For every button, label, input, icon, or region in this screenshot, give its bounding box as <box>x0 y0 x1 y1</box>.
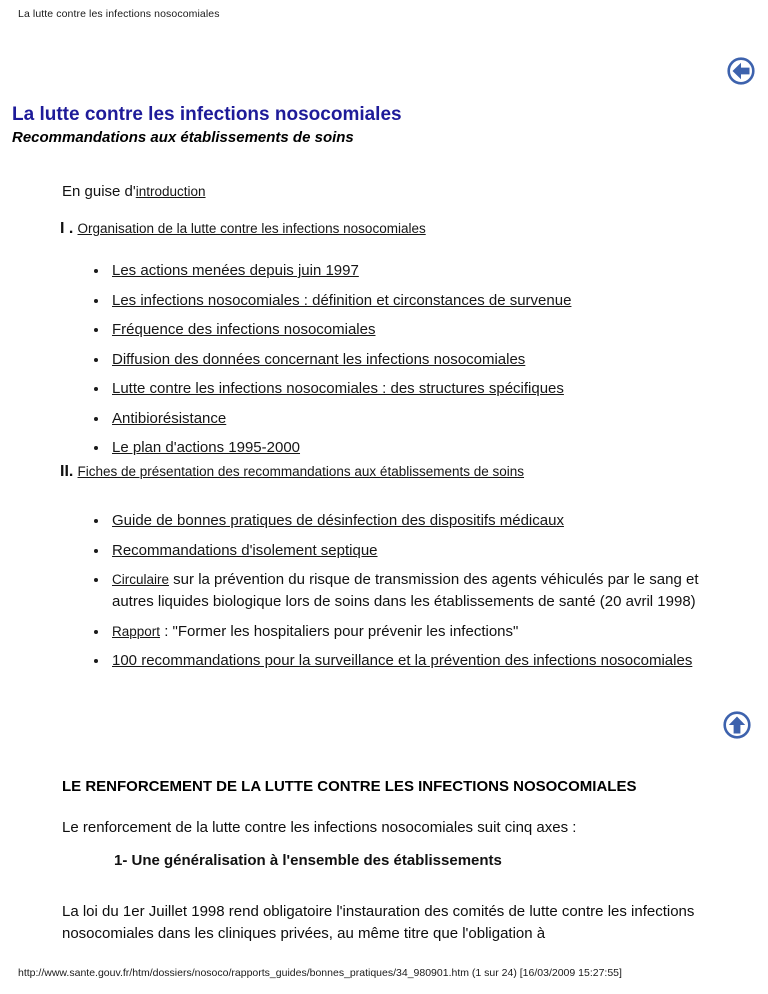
section-1-list <box>92 260 708 467</box>
bullet-dot-icon <box>94 299 98 303</box>
list-item <box>92 510 708 532</box>
reinforcement-heading: LE RENFORCEMENT DE LA LUTTE CONTRE LES INFECTIONS NOSOCOMIALES <box>62 778 637 795</box>
list-item-text: : "Former les hospitaliers pour prévenir les infections" <box>160 622 519 640</box>
bullet-dot-icon <box>94 446 98 450</box>
inline-link[interactable]: Les actions menées depuis juin 1997 <box>112 262 359 279</box>
bullet-dot-icon <box>94 578 98 582</box>
bullet-dot-icon <box>94 630 98 634</box>
section-2-list <box>92 510 708 680</box>
bullet-dot-icon <box>94 417 98 421</box>
inline-link[interactable]: 100 recommandations pour la surveillance et la prévention des infections nosocomiales <box>112 652 693 669</box>
print-footer-url: http://www.sante.gouv.fr/htm/dossiers/nosoco/rapports_guides/bonnes_pratiques/34_980901.htm (1 sur 24) [16/03/2009 15:27:55] <box>18 967 622 979</box>
inline-link[interactable]: Circulaire <box>112 572 170 587</box>
bullet-dot-icon <box>94 387 98 391</box>
list-item <box>92 349 708 371</box>
print-header: La lutte contre les infections nosocomiales <box>18 8 220 20</box>
intro-link[interactable]: introduction <box>135 184 206 199</box>
section-2-link[interactable]: Fiches de présentation des recommandations aux établissements de soins <box>77 464 525 479</box>
section-1-link[interactable]: Organisation de la lutte contre les infections nosocomiales <box>77 221 426 236</box>
bullet-dot-icon <box>94 659 98 663</box>
inline-link[interactable]: Fréquence des infections nosocomiales <box>112 321 376 338</box>
inline-link[interactable]: Guide de bonnes pratiques de désinfection des dispositifs médicaux <box>112 512 564 529</box>
section-2-heading <box>60 463 524 481</box>
inline-link[interactable]: Recommandations d'isolement septique <box>112 541 378 559</box>
inline-link[interactable]: Lutte contre les infections nosocomiales : des structures spécifiques <box>112 380 564 397</box>
bullet-dot-icon <box>94 328 98 332</box>
back-arrow-icon <box>726 56 756 86</box>
bullet-dot-icon <box>94 358 98 362</box>
list-item <box>92 290 708 312</box>
list-item <box>92 569 708 613</box>
page-subtitle: Recommandations aux établissements de soins <box>12 129 354 146</box>
bullet-dot-icon <box>94 269 98 273</box>
inline-link[interactable]: Les infections nosocomiales : définition et circonstances de survenue <box>112 291 572 309</box>
list-item <box>92 621 708 643</box>
paragraph: La loi du 1er Juillet 1998 rend obligatoire l'instauration des comités de lutte contre les infections nosocomiales dans les cliniques privées, au même titre que l'obligation à <box>62 903 695 942</box>
page-title: La lutte contre les infections nosocomiales <box>12 104 402 125</box>
section-2-numeral: II. <box>60 463 74 480</box>
back-to-top-button[interactable] <box>722 710 752 745</box>
list-item-text: sur la prévention du risque de transmission des agents véhiculés par le sang et autres liquides biologique lors de soins dans les établissements de santé (20 avril 1998) <box>112 571 699 610</box>
bullet-dot-icon <box>94 549 98 553</box>
back-button[interactable] <box>726 56 756 91</box>
list-item <box>92 378 708 400</box>
list-item <box>92 540 708 562</box>
section-1-numeral: I . <box>60 220 74 237</box>
intro-prefix: En guise d' <box>62 183 136 200</box>
list-item <box>92 650 708 672</box>
inline-link[interactable]: Rapport <box>112 623 161 639</box>
section-1-heading <box>60 220 426 238</box>
intro-line <box>62 183 206 200</box>
axis-1-subheading: 1- Une généralisation à l'ensemble des établissements <box>114 852 502 869</box>
inline-link[interactable]: Antibiorésistance <box>112 409 227 427</box>
up-arrow-icon <box>722 710 752 740</box>
paragraph: Le renforcement de la lutte contre les infections nosocomiales suit cinq axes : <box>62 819 577 836</box>
list-item <box>92 437 708 459</box>
list-item <box>92 260 708 282</box>
list-item <box>92 319 708 341</box>
list-item <box>92 408 708 430</box>
inline-link[interactable]: Diffusion des données concernant les infections nosocomiales <box>112 350 526 368</box>
bullet-dot-icon <box>94 519 98 523</box>
inline-link[interactable]: Le plan d'actions 1995-2000 <box>112 439 301 456</box>
